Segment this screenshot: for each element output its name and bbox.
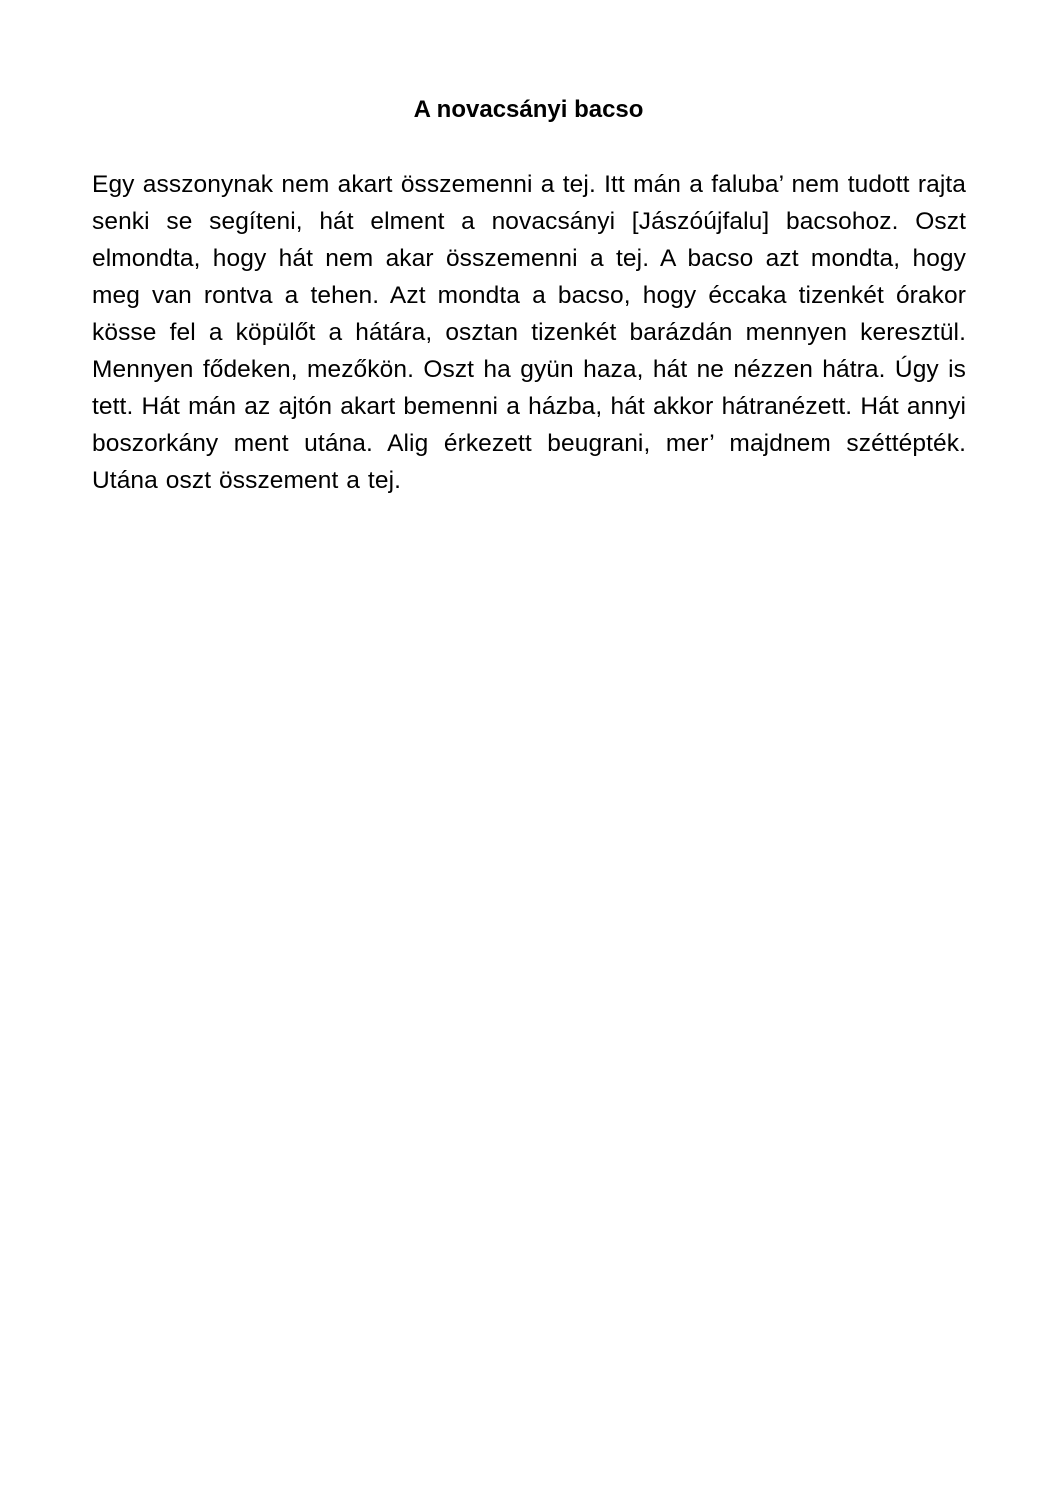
story-paragraph: Egy asszonynak nem akart összemenni a tej. Itt mán a faluba’ nem tudott rajta senki se segíteni, hát elment a novacsányi [Jászóújfalu] bacsohoz. Oszt elmondta, hogy hát nem akar összemenni a tej. A bacso azt mondta, hogy meg van rontva a tehen. Azt mondta a bacso, hogy éccaka tizenkét órakor kösse fel a köpülőt a hátára, osztan tizenkét barázdán mennyen keresztül. Mennyen fődeken, mezőkön. Oszt ha gyün haza, hát ne nézzen hátra. Úgy is tett. Hát mán az ajtón akart bemenni a házba, hát akkor hátranézett. Hát annyi boszorkány ment utána. Alig érkezett beugrani, mer’ majdnem széttépték. Utána oszt összement a tej. (92, 171, 966, 494)
document-title: A novacsányi bacso (413, 96, 644, 123)
